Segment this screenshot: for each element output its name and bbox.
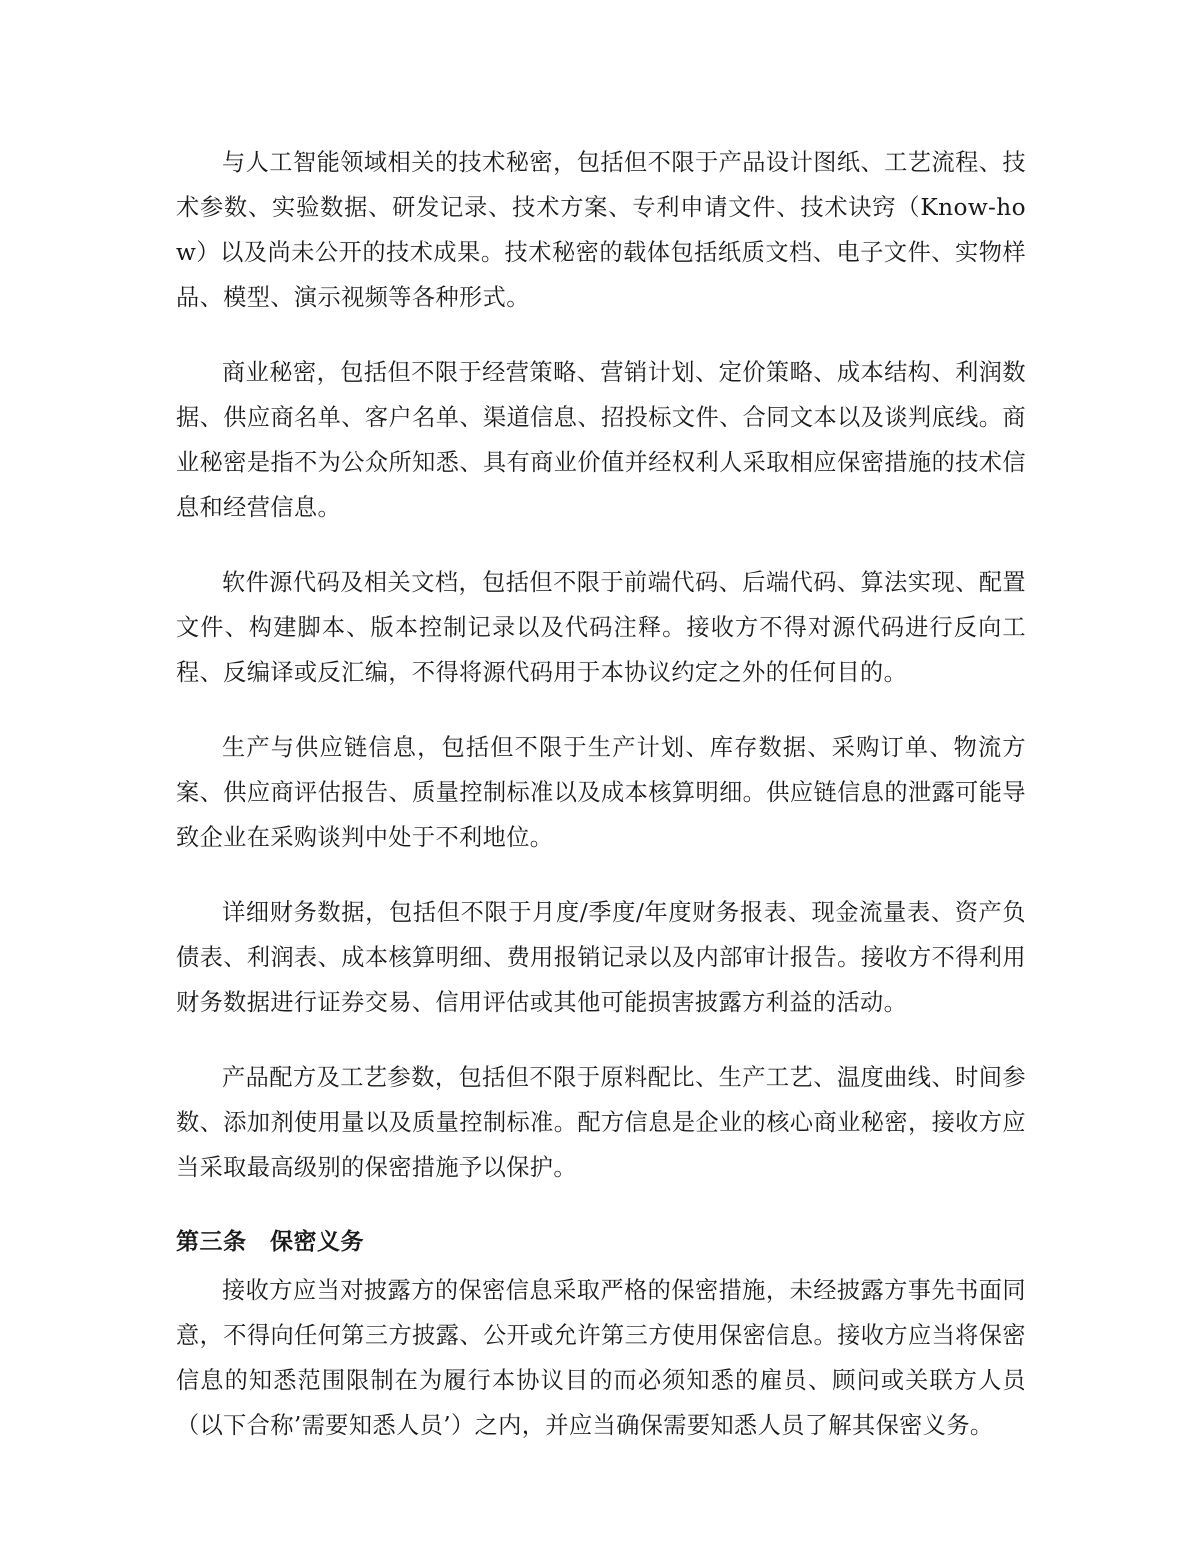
paragraph-technical-secrets: 与人工智能领域相关的技术秘密，包括但不限于产品设计图纸、工艺流程、技术参数、实验数据、研发记录、技术方案、专利申请文件、技术诀窍（Know-how）以及尚未公开的技术成果。技术秘密的载体包括纸质文档、电子文件、实物样品、模型、演示视频等各种形式。 xyxy=(176,149,1026,311)
paragraph-product-formula: 产品配方及工艺参数，包括但不限于原料配比、生产工艺、温度曲线、时间参数、添加剂使用量以及质量控制标准。配方信息是企业的核心商业秘密，接收方应当采取最高级别的保密措施予以保护。 xyxy=(176,1064,1026,1181)
section-heading: 第三条 保密义务 xyxy=(176,1229,364,1255)
paragraph-supply-chain: 生产与供应链信息，包括但不限于生产计划、库存数据、采购订单、物流方案、供应商评估报告、质量控制标准以及成本核算明细。供应链信息的泄露可能导致企业在采购谈判中处于不利地位。 xyxy=(176,734,1026,851)
paragraph-source-code: 软件源代码及相关文档，包括但不限于前端代码、后端代码、算法实现、配置文件、构建脚本、版本控制记录以及代码注释。接收方不得对源代码进行反向工程、反编译或反汇编，不得将源代码用于本协议约定之外的任何目的。 xyxy=(176,569,1026,686)
paragraph-business-secrets: 商业秘密，包括但不限于经营策略、营销计划、定价策略、成本结构、利润数据、供应商名单、客户名单、渠道信息、招投标文件、合同文本以及谈判底线。商业秘密是指不为公众所知悉、具有商业价值并经权利人采取相应保密措施的技术信息和经营信息。 xyxy=(176,359,1026,521)
paragraph-confidentiality-obligation: 接收方应当对披露方的保密信息采取严格的保密措施，未经披露方事先书面同意，不得向任何第三方披露、公开或允许第三方使用保密信息。接收方应当将保密信息的知悉范围限制在为履行本协议目的而必须知悉的雇员、顾问或关联方人员（以下合称’需要知悉人员’）之内，并应当确保需要知悉人员了解其保密义务。 xyxy=(176,1277,1026,1439)
paragraph-financial-data: 详细财务数据，包括但不限于月度/季度/年度财务报表、现金流量表、资产负债表、利润表、成本核算明细、费用报销记录以及内部审计报告。接收方不得利用财务数据进行证券交易、信用评估或其他可能损害披露方利益的活动。 xyxy=(176,899,1026,1016)
document-body xyxy=(176,140,1026,1448)
